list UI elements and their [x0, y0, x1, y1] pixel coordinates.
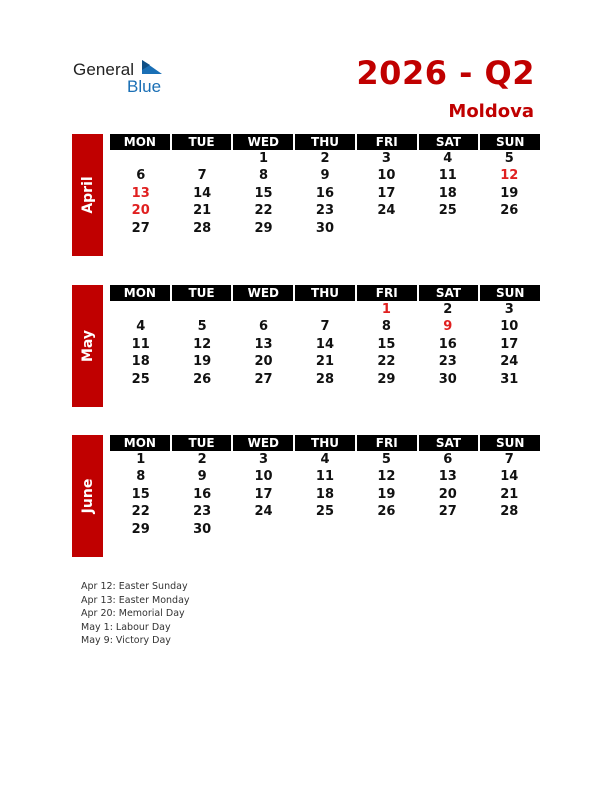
weekday-label: SUN [480, 134, 540, 150]
day-cell: 15 [254, 185, 273, 201]
week-row [110, 353, 540, 370]
week-row [110, 371, 540, 388]
day-cell: 22 [377, 354, 396, 370]
empty-day-cell [356, 220, 417, 237]
month-grid [110, 435, 540, 538]
day-cell: 31 [500, 371, 519, 387]
logo-word-blue: Blue [127, 77, 162, 96]
empty-day-cell [417, 220, 478, 237]
weekday-label: THU [295, 134, 355, 150]
week-row [110, 167, 540, 184]
month-name: June [79, 478, 96, 514]
day-cell: 25 [131, 371, 150, 387]
month-side-bar [72, 285, 103, 407]
day-cell: 15 [377, 336, 396, 352]
day-cell: 2 [197, 452, 207, 467]
day-cell: 1 [259, 151, 269, 166]
day-cell: 2 [320, 151, 330, 166]
week-row [110, 318, 540, 335]
week-row [110, 451, 540, 468]
day-cell: 21 [500, 486, 519, 502]
day-cell: 21 [315, 354, 335, 370]
weekday-header [110, 435, 540, 451]
day-cell: 6 [136, 168, 146, 184]
weekday-header [110, 134, 540, 150]
day-cell: 6 [259, 319, 269, 335]
day-cell: 1 [381, 302, 391, 317]
weekday-label: SUN [480, 285, 540, 301]
empty-day-cell [479, 220, 540, 237]
weekday-label: FRI [357, 134, 417, 150]
day-cell: 12 [500, 168, 519, 184]
day-cell: 22 [254, 203, 273, 219]
day-cell: 27 [438, 504, 457, 520]
day-cell: 11 [131, 336, 150, 352]
day-cell: 16 [438, 336, 457, 352]
day-cell: 30 [193, 521, 212, 537]
empty-day-cell [294, 301, 355, 318]
holiday-item: May 9: Victory Day [81, 635, 171, 646]
day-cell: 21 [193, 203, 212, 219]
day-cell: 29 [377, 371, 396, 387]
day-cell: 5 [381, 452, 391, 467]
day-cell: 9 [197, 469, 207, 485]
month-block-april [72, 134, 540, 256]
day-cell: 5 [504, 151, 514, 166]
day-cell: 27 [131, 220, 150, 236]
empty-day-cell [233, 521, 294, 538]
day-cell: 14 [500, 469, 519, 485]
day-cell: 4 [136, 319, 146, 335]
day-cell: 14 [193, 185, 212, 201]
day-cell: 16 [315, 185, 335, 201]
week-row [110, 202, 540, 219]
weekday-label: SAT [419, 134, 479, 150]
holiday-item: May 1: Labour Day [81, 621, 171, 633]
weekday-label: MON [110, 134, 170, 150]
day-cell: 3 [381, 151, 391, 166]
weekday-label: WED [233, 285, 293, 301]
day-cell: 1 [136, 452, 146, 467]
empty-day-cell [356, 521, 417, 538]
empty-day-cell [110, 150, 171, 167]
week-row [110, 220, 540, 237]
day-cell: 26 [193, 371, 212, 387]
holiday-item: Apr 20: Memorial Day [81, 608, 185, 619]
day-cell: 18 [315, 486, 335, 502]
holiday-item: Apr 12: Easter Sunday [81, 581, 188, 592]
day-cell: 16 [193, 486, 212, 502]
weekday-label: FRI [357, 285, 417, 301]
month-grid [110, 285, 540, 388]
day-cell: 11 [438, 168, 457, 184]
day-cell: 27 [254, 371, 273, 387]
holiday-item: Apr 13: Easter Monday [81, 594, 190, 606]
month-side-bar [72, 134, 103, 256]
day-cell: 23 [438, 354, 457, 370]
week-row [110, 336, 540, 353]
day-cell: 8 [136, 469, 146, 485]
day-cell: 8 [259, 168, 269, 184]
day-cell: 8 [381, 319, 391, 335]
day-cell: 26 [377, 504, 396, 520]
logo-flag-icon [142, 60, 164, 76]
day-cell: 7 [320, 319, 330, 335]
empty-day-cell [171, 150, 232, 167]
day-cell: 22 [131, 504, 150, 520]
day-cell: 10 [500, 319, 519, 335]
day-cell: 20 [254, 354, 273, 370]
day-cell: 6 [443, 452, 453, 467]
month-side-bar [72, 435, 103, 557]
weekday-label: MON [110, 435, 170, 451]
day-cell: 20 [131, 203, 150, 219]
weekday-label: FRI [357, 435, 417, 451]
week-row [110, 521, 540, 538]
day-cell: 10 [377, 168, 396, 184]
day-cell: 2 [443, 302, 453, 317]
month-block-may [72, 285, 540, 407]
day-cell: 19 [500, 185, 519, 201]
month-name: April [79, 176, 96, 214]
weekday-label: SUN [480, 435, 540, 451]
day-cell: 30 [315, 220, 335, 236]
day-cell: 24 [377, 203, 396, 219]
month-name: May [79, 329, 96, 363]
day-cell: 14 [315, 336, 335, 352]
day-cell: 29 [254, 220, 273, 236]
empty-day-cell [294, 521, 355, 538]
day-cell: 24 [254, 504, 273, 520]
weekday-label: SAT [419, 285, 479, 301]
day-cell: 13 [131, 185, 150, 201]
day-cell: 11 [315, 469, 335, 485]
day-cell: 29 [131, 521, 150, 537]
day-cell: 24 [500, 354, 519, 370]
week-row [110, 150, 540, 167]
weekday-label: MON [110, 285, 170, 301]
holiday-list [81, 580, 190, 648]
day-cell: 19 [377, 486, 396, 502]
month-block-june [72, 435, 540, 557]
week-row [110, 468, 540, 485]
page-title: 2026 - Q2 [356, 54, 535, 92]
logo-word-general: General [73, 60, 135, 79]
day-cell: 7 [197, 168, 207, 184]
weekday-label: SAT [419, 435, 479, 451]
day-cell: 13 [438, 469, 457, 485]
empty-day-cell [233, 301, 294, 318]
day-cell: 3 [504, 302, 514, 317]
day-cell: 10 [254, 469, 273, 485]
day-cell: 15 [131, 486, 150, 502]
weekday-label: THU [295, 435, 355, 451]
weekday-label: TUE [172, 134, 232, 150]
day-cell: 4 [443, 151, 453, 166]
week-row [110, 301, 540, 318]
weekday-label: WED [233, 435, 293, 451]
day-cell: 28 [315, 371, 335, 387]
empty-day-cell [110, 301, 171, 318]
day-cell: 23 [315, 203, 335, 219]
day-cell: 18 [438, 185, 457, 201]
weekday-label: WED [233, 134, 293, 150]
day-cell: 18 [131, 354, 150, 370]
day-cell: 20 [438, 486, 457, 502]
day-cell: 5 [197, 319, 207, 335]
weekday-header [110, 285, 540, 301]
day-cell: 28 [193, 220, 212, 236]
empty-day-cell [171, 301, 232, 318]
day-cell: 9 [320, 168, 330, 184]
day-cell: 12 [377, 469, 396, 485]
empty-day-cell [479, 521, 540, 538]
day-cell: 28 [500, 504, 519, 520]
day-cell: 19 [193, 354, 212, 370]
day-cell: 9 [443, 319, 453, 335]
day-cell: 13 [254, 336, 273, 352]
week-row [110, 185, 540, 202]
day-cell: 17 [377, 185, 396, 201]
day-cell: 12 [193, 336, 212, 352]
day-cell: 3 [259, 452, 269, 467]
empty-day-cell [417, 521, 478, 538]
logo [73, 60, 173, 96]
weekday-label: THU [295, 285, 355, 301]
day-cell: 25 [315, 504, 335, 520]
weekday-label: TUE [172, 285, 232, 301]
day-cell: 4 [320, 452, 330, 467]
day-cell: 25 [438, 203, 457, 219]
day-cell: 23 [193, 504, 212, 520]
day-cell: 17 [254, 486, 273, 502]
week-row [110, 503, 540, 520]
month-grid [110, 134, 540, 237]
country-name: Moldova [448, 101, 534, 122]
day-cell: 17 [500, 336, 519, 352]
day-cell: 26 [500, 203, 519, 219]
day-cell: 7 [504, 452, 514, 467]
week-row [110, 486, 540, 503]
weekday-label: TUE [172, 435, 232, 451]
day-cell: 30 [438, 371, 457, 387]
